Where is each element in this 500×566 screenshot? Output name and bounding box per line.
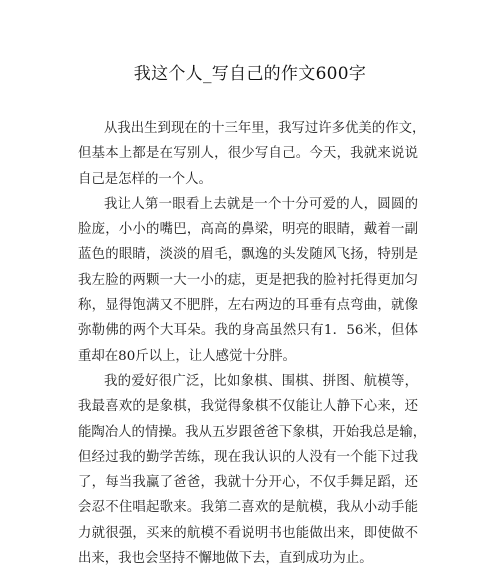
text-line: 我左脸的两颗一大一小的痣，更是把我的脸衬托得更加匀 (78, 272, 418, 288)
paragraph-hobbies (78, 369, 427, 566)
text-line: 力就很强，买来的航模不看说明书也能做出来，即使做不 (78, 525, 418, 541)
text-line: 从我出生到现在的十三年里，我写过许多优美的作文， (104, 121, 426, 136)
paragraph-intro (78, 116, 426, 192)
paragraph-appearance (78, 192, 418, 369)
text-line: 但基本上都是在写别人，很少写自己。今天，我就来说说 (78, 146, 418, 162)
text-line: 弥勒佛的两个大耳朵。我的身高虽然只有1．56米，但体 (78, 323, 418, 339)
text-line: 自己是怎样的一个人。 (78, 171, 212, 187)
text-line: 重却在80斤以上，让人感觉十分胖。 (78, 348, 296, 364)
text-line: 能陶冶人的情操。我从五岁跟爸爸下象棋，开始我总是输， (78, 424, 427, 440)
text-line: 脸庞，小小的嘴巴，高高的鼻梁，明亮的眼睛，戴着一副 (78, 222, 418, 238)
text-line: 出来，我也会坚持不懈地做下去，直到成功为止。 (78, 551, 373, 566)
article-body (78, 116, 427, 566)
text-line: 蓝色的眼睛，淡淡的眉毛，飘逸的头发随风飞扬，特别是 (78, 247, 418, 263)
text-line: 会忍不住唱起歌来。我第二喜欢的是航模，我从小动手能 (78, 500, 418, 516)
document-title: 我这个人_写自己的作文600字 (133, 64, 367, 84)
text-line: 了，每当我赢了爸爸，我就十分开心，不仅手舞足蹈，还 (78, 475, 418, 491)
text-line: 称，显得饱满又不肥胖，左右两边的耳垂有点弯曲，就像 (78, 298, 418, 314)
text-line: 我让人第一眼看上去就是一个十分可爱的人，圆圆的 (104, 196, 418, 212)
text-line: 但经过我的勤学苦练，现在我认识的人没有一个能下过我 (78, 449, 418, 465)
text-line: 我最喜欢的是象棋，我觉得象棋不仅能让人静下心来，还 (78, 399, 418, 415)
text-line: 我的爱好很广泛，比如象棋、围棋、拼图、航模等， (104, 373, 418, 389)
